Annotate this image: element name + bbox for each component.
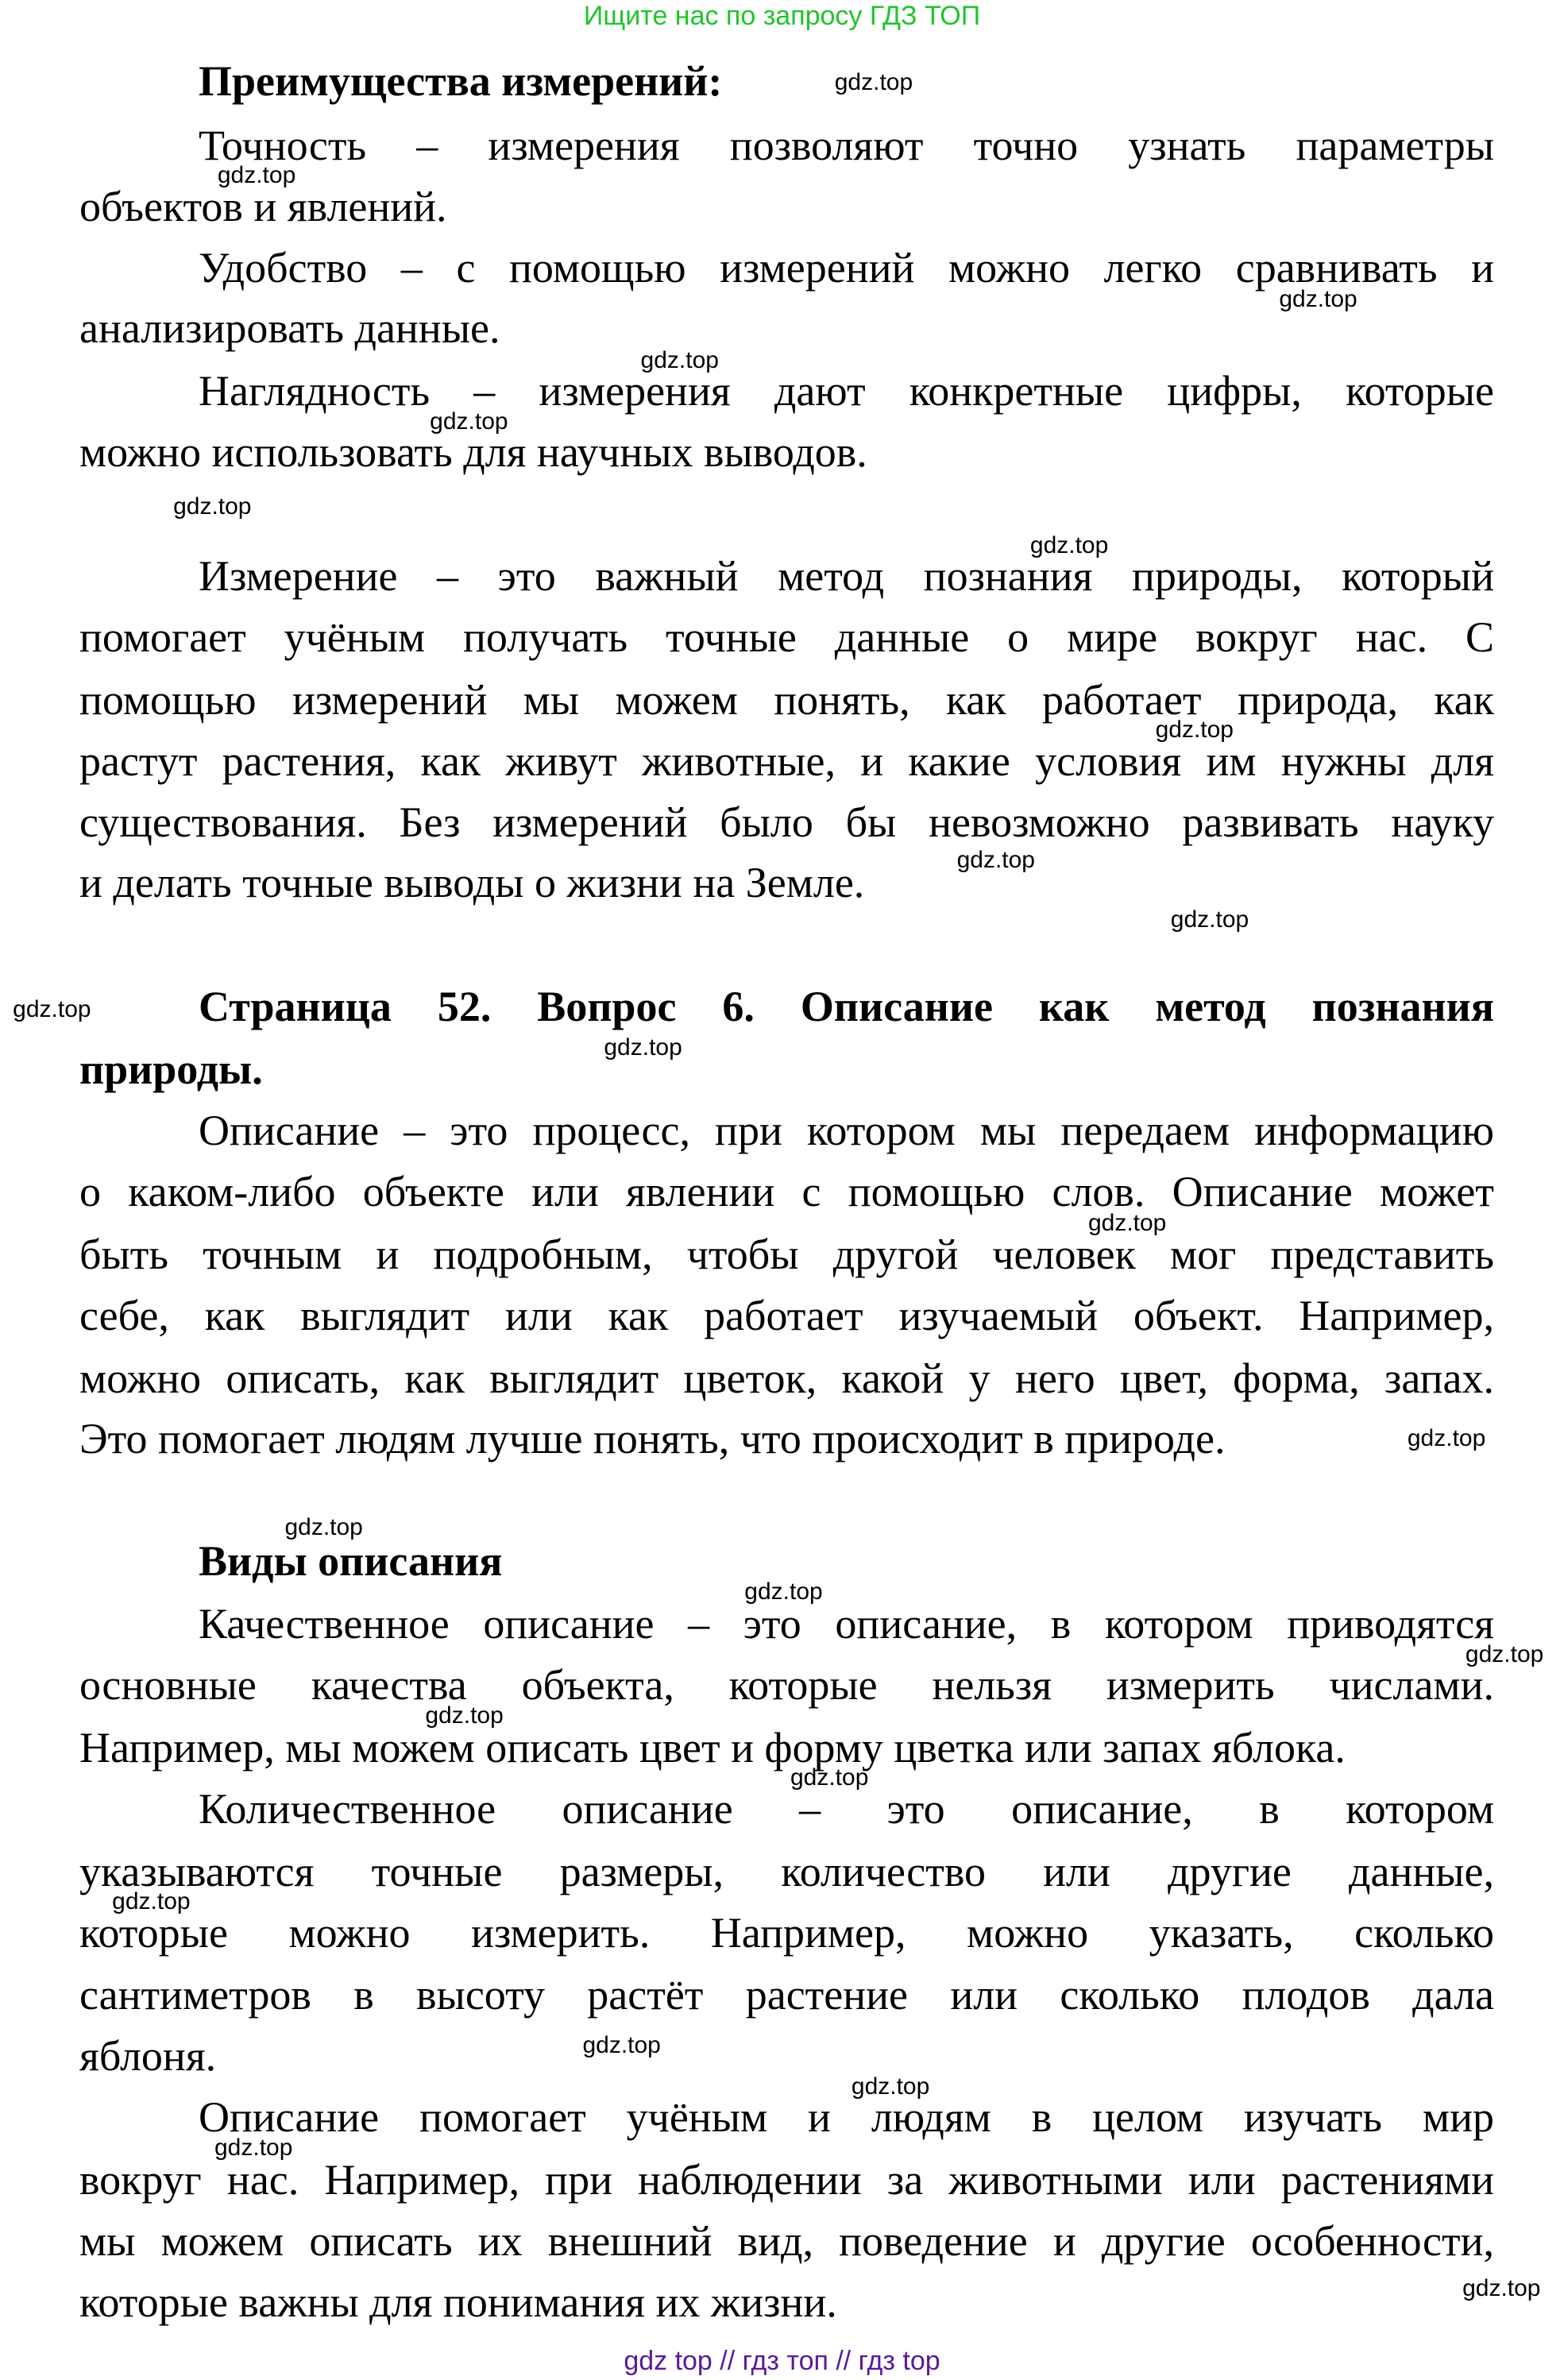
watermark-text: gdz.top — [214, 2134, 293, 2161]
text-line: Например, мы можем описать цвет и форму цветка или запах яблока. — [79, 1723, 1346, 1771]
watermark-text: gdz.top — [173, 493, 252, 520]
watermark-text: gdz.top — [1087, 1210, 1167, 1237]
watermark-text: gdz.top — [1462, 2274, 1541, 2301]
text-line: Описание – это процесс, при котором мы передаем информацию — [199, 1107, 1494, 1155]
watermark-text: gdz.top — [430, 408, 508, 435]
text-line: существования. Без измерений было бы невозможно развивать науку — [79, 798, 1494, 846]
text-line: помощью измерений мы можем понять, как работает природа, как — [79, 675, 1494, 724]
text-line: Количественное описание – это описание, в котором — [199, 1784, 1494, 1833]
watermark-text: gdz.top — [217, 162, 296, 189]
watermark-text: gdz.top — [112, 1888, 191, 1915]
text-line: Наглядность – измерения дают конкретные цифры, которые — [199, 367, 1494, 415]
watermark-text: gdz.top — [1407, 1425, 1486, 1452]
watermark-text: gdz.top — [425, 1702, 504, 1729]
text-line: мы можем описать их внешний вид, поведение и другие особенности, — [79, 2217, 1494, 2266]
watermark-text: gdz.top — [582, 2031, 661, 2058]
text-line: сантиметров в высоту растёт растение или сколько плодов дала — [79, 1971, 1494, 2019]
text-line: помогает учёным получать точные данные о мире вокруг нас. С — [79, 612, 1494, 661]
text-line: которые можно измерить. Например, можно указать, сколько — [79, 1908, 1494, 1957]
text-line: можно использовать для научных выводов. — [79, 428, 867, 477]
text-line: и делать точные выводы о жизни на Земле. — [79, 859, 865, 907]
watermark-text: gdz.top — [834, 68, 913, 95]
text-line: которые важны для понимания их жизни. — [79, 2278, 837, 2326]
heading-line: Преимущества измерений: — [199, 56, 723, 105]
watermark-text: gdz.top — [744, 1578, 823, 1605]
footer-banner: gdz top // гдз топ // гдз top — [624, 2346, 940, 2376]
text-line: Это помогает людям лучше понять, что происходит в природе. — [79, 1415, 1226, 1463]
text-line: Описание помогает учёным и людям в целом изучать мир — [199, 2093, 1494, 2142]
watermark-text: gdz.top — [1465, 1640, 1544, 1667]
text-line: вокруг нас. Например, при наблюдении за животными или растениями — [79, 2156, 1494, 2204]
text-line: яблоня. — [79, 2032, 217, 2081]
text-line: Измерение – это важный метод познания природы, который — [199, 551, 1494, 600]
text-line: быть точным и подробным, чтобы другой человек мог представить — [79, 1230, 1494, 1278]
text-line: Удобство – с помощью измерений можно легко сравнивать и — [199, 243, 1494, 292]
heading-line: Страница 52. Вопрос 6. Описание как метод познания — [199, 983, 1494, 1031]
text-line: Точность – измерения позволяют точно узнать параметры — [199, 121, 1494, 169]
watermark-text: gdz.top — [956, 846, 1035, 873]
watermark-text: gdz.top — [13, 996, 91, 1023]
watermark-text: gdz.top — [1029, 531, 1109, 558]
watermark-text: gdz.top — [1170, 906, 1249, 933]
search-banner: Ищите нас по запросу ГДЗ ТОП — [583, 1, 981, 31]
heading-line: Виды описания — [199, 1537, 503, 1586]
text-line: анализировать данные. — [79, 304, 500, 353]
watermark-text: gdz.top — [604, 1034, 682, 1061]
watermark-text: gdz.top — [284, 1514, 363, 1540]
watermark-text: gdz.top — [640, 346, 719, 373]
text-line: указываются точные размеры, количество или другие данные, — [79, 1847, 1494, 1895]
watermark-text: gdz.top — [790, 1764, 869, 1791]
text-line: основные качества объекта, которые нельзя измерить числами. — [79, 1661, 1494, 1710]
text-line: можно описать, как выглядит цветок, какой у него цвет, форма, запах. — [79, 1354, 1494, 1402]
watermark-text: gdz.top — [851, 2073, 930, 2100]
text-line: Качественное описание – это описание, в котором приводятся — [199, 1600, 1494, 1648]
heading-line: природы. — [79, 1045, 263, 1094]
text-line: себе, как выглядит или как работает изучаемый объект. Например, — [79, 1291, 1494, 1339]
text-line: объектов и явлений. — [79, 182, 447, 230]
text-line: о каком-либо объекте или явлении с помощью слов. Описание может — [79, 1167, 1494, 1215]
text-line: растут растения, как живут животные, и какие условия им нужны для — [79, 736, 1494, 785]
watermark-text: gdz.top — [1155, 717, 1234, 744]
watermark-text: gdz.top — [1279, 285, 1357, 312]
